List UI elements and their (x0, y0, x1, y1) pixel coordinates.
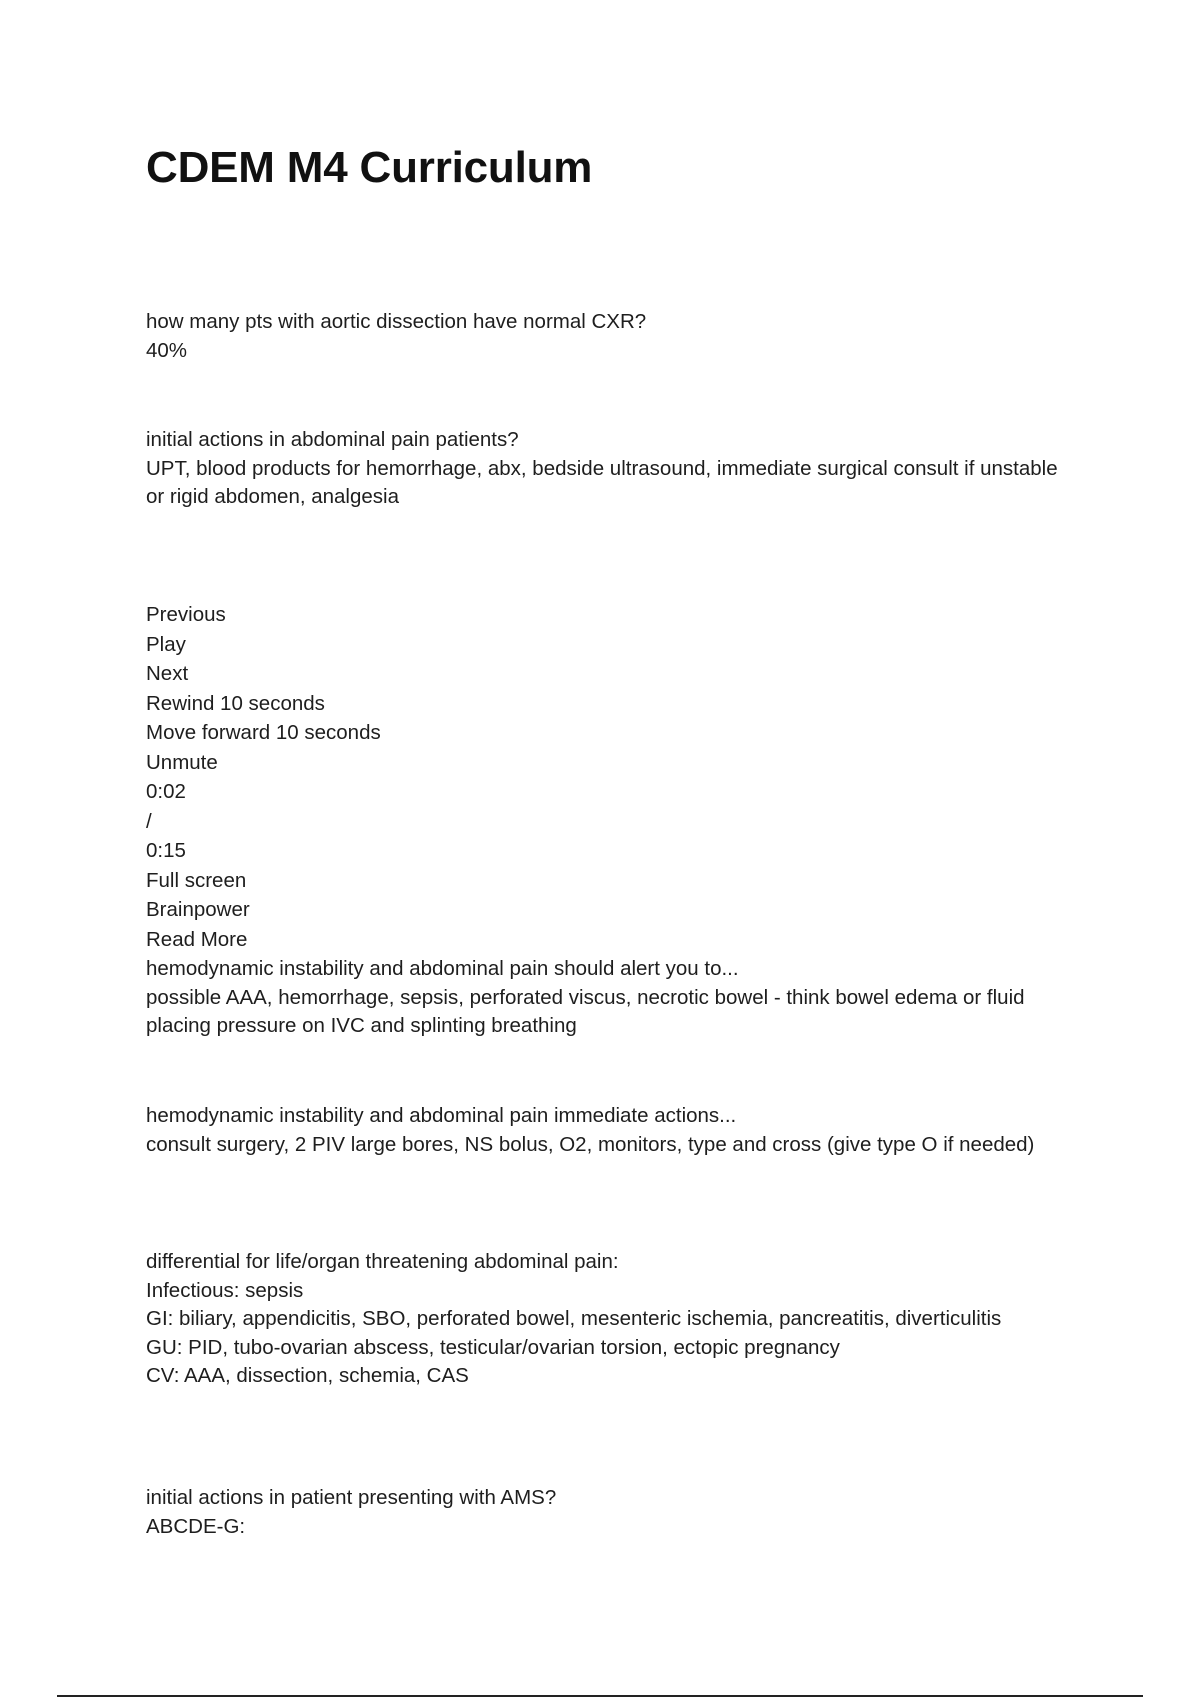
current-time: 0:02 (146, 780, 186, 803)
flashcard (146, 426, 1066, 512)
rewind-button[interactable]: Rewind 10 seconds (146, 691, 325, 715)
flashcard (146, 1102, 1066, 1159)
duration: 0:15 (146, 839, 186, 862)
flashcard-question: initial actions in patient presenting with AMS? (146, 1486, 557, 1509)
flashcard-question: hemodynamic instability and abdominal pain should alert you to... (146, 957, 739, 980)
next-button[interactable]: Next (146, 662, 189, 685)
flashcard-answer: GU: PID, tubo-ovarian abscess, testicular/ovarian torsion, ectopic pregnancy (146, 1335, 840, 1359)
flashcard-answer: Infectious: sepsis (146, 1278, 304, 1302)
read-more-link[interactable]: Read More (146, 927, 248, 951)
flashcard-question: how many pts with aortic dissection have normal CXR? (146, 310, 647, 333)
video-player-controls (146, 600, 1066, 954)
flashcard-question: hemodynamic instability and abdominal pain immediate actions... (146, 1104, 737, 1127)
fullscreen-button[interactable]: Full screen (146, 868, 247, 892)
forward-button[interactable]: Move forward 10 seconds (146, 721, 381, 744)
flashcard (146, 955, 1066, 1041)
previous-button[interactable]: Previous (146, 603, 226, 626)
flashcard-answer: GI: biliary, appendicitis, SBO, perforated bowel, mesenteric ischemia, pancreatitis, diverticulitis (146, 1307, 1002, 1330)
unmute-button[interactable]: Unmute (146, 750, 218, 774)
flashcard-answer: possible AAA, hemorrhage, sepsis, perforated viscus, necrotic bowel - think bowel edema or fluid placing pressure on IVC and splinting breathing (146, 985, 1025, 1037)
flashcard (146, 1484, 1066, 1541)
page-footer-divider (57, 1695, 1143, 1697)
flashcard-answer: UPT, blood products for hemorrhage, abx, bedside ultrasound, immediate surgical consult if unstable or rigid abdomen, analgesia (146, 456, 1058, 508)
page-title: CDEM M4 Curriculum (146, 143, 593, 192)
flashcard (146, 1248, 1066, 1391)
flashcard-answer: CV: AAA, dissection, schemia, CAS (146, 1364, 469, 1387)
time-separator: / (146, 809, 152, 833)
flashcard-answer: 40% (146, 338, 188, 362)
flashcard-answer: ABCDE-G: (146, 1514, 246, 1538)
flashcard-question: initial actions in abdominal pain patients? (146, 428, 519, 451)
flashcard (146, 308, 1066, 365)
flashcard-question: differential for life/organ threatening abdominal pain: (146, 1250, 619, 1273)
play-button[interactable]: Play (146, 632, 186, 656)
brainpower-link[interactable]: Brainpower (146, 898, 250, 921)
flashcard-answer: consult surgery, 2 PIV large bores, NS bolus, O2, monitors, type and cross (give type O if needed) (146, 1132, 1035, 1156)
